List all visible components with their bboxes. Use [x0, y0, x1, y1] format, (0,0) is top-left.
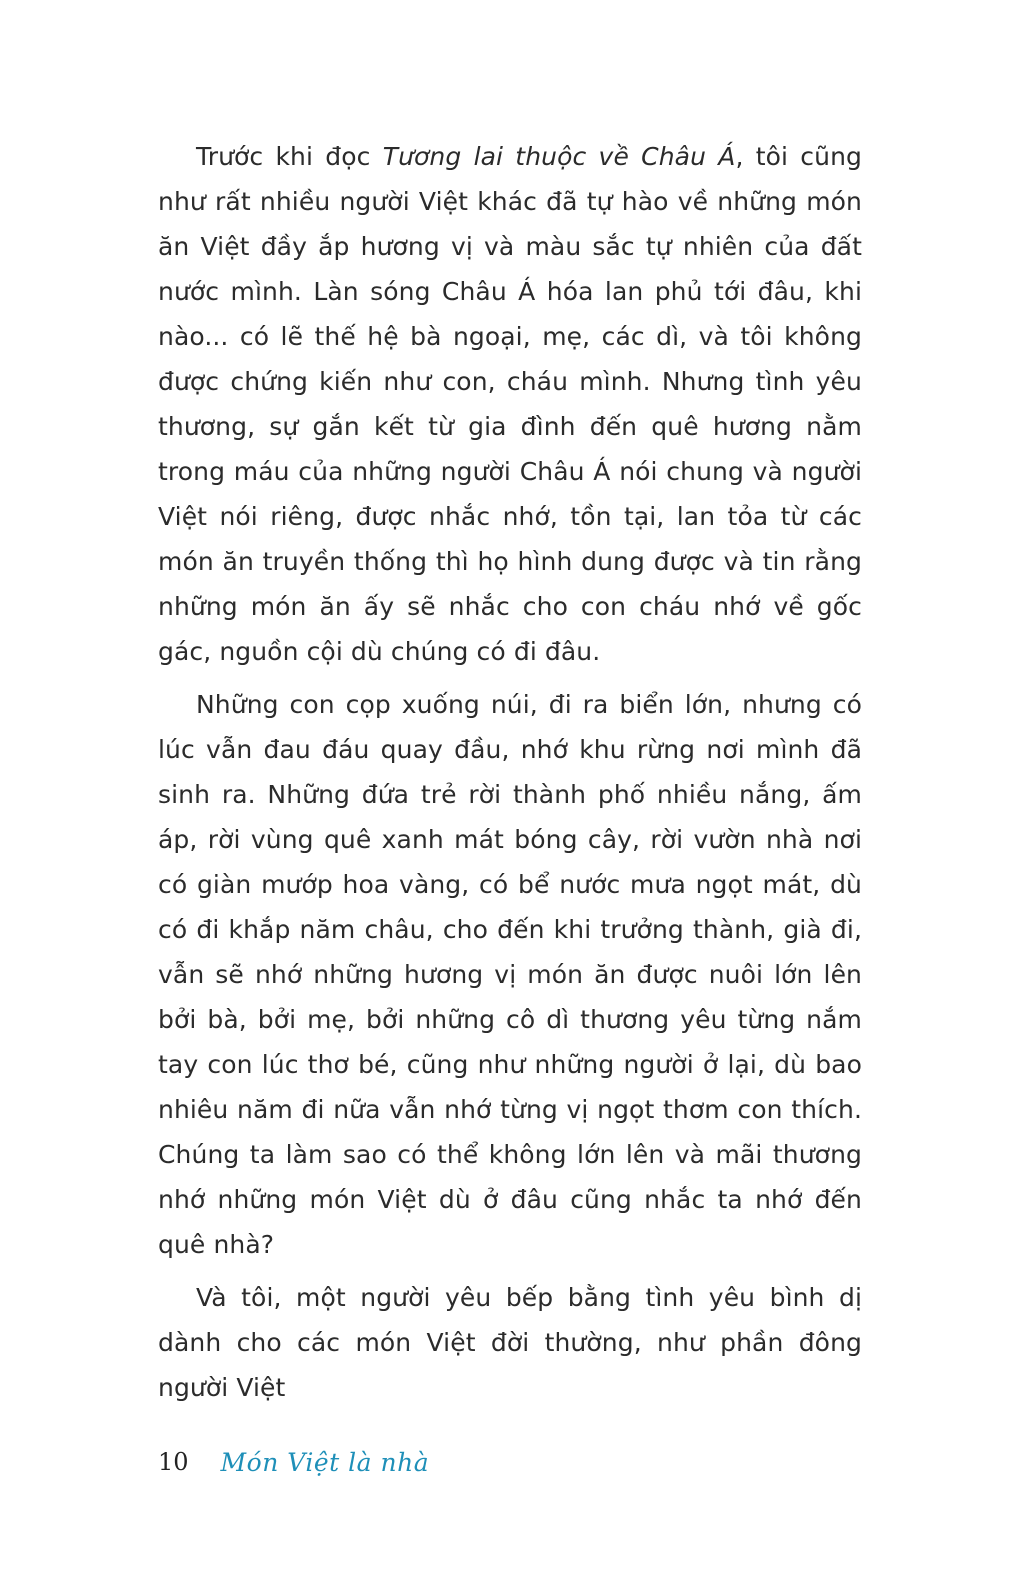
book-title-reference: Tương lai thuộc về Châu Á: [382, 142, 736, 171]
paragraph-3: Và tôi, một người yêu bếp bằng tình yêu bình dị dành cho các món Việt đời thường, như phần đông người Việt: [158, 1283, 862, 1402]
paragraph-2: Những con cọp xuống núi, đi ra biển lớn, nhưng có lúc vẫn đau đáu quay đầu, nhớ khu rừng nơi mình đã sinh ra. Những đứa trẻ rời thành phố nhiều nắng, ấm áp, rời vùng quê xanh mát bóng cây, rời vườn nhà nơi có giàn mướp hoa vàng, có bể nước mưa ngọt mát, dù có đi khắp năm châu, cho đến khi trưởng thành, già đi, vẫn sẽ nhớ những hương vị món ăn được nuôi lớn lên bởi bà, bởi mẹ, bởi những cô dì thương yêu từng nắm tay con lúc thơ bé, cũng như những người ở lại, dù bao nhiêu năm đi nữa vẫn nhớ từng vị ngọt thơm con thích. Chúng ta làm sao có thể không lớn lên và mãi thương nhớ những món Việt dù ở đâu cũng nhắc ta nhớ đến quê nhà?: [158, 690, 862, 1259]
paragraph-1: [158, 134, 862, 674]
page-footer: [158, 1442, 429, 1482]
page-number: 10: [158, 1448, 189, 1476]
paragraph-1-lead: Trước khi đọc: [196, 142, 383, 171]
running-title: Món Việt là nhà: [220, 1447, 430, 1477]
paragraph-1-rest: , tôi cũng như rất nhiều người Việt khác đã tự hào về những món ăn Việt đầy ắp hương vị và màu sắc tự nhiên của đất nước mình. Làn sóng Châu Á hóa lan phủ tới đâu, khi nào... có lẽ thế hệ bà ngoại, mẹ, các dì, và tôi không được chứng kiến như con, cháu mình. Nhưng tình yêu thương, sự gắn kết từ gia đình đến quê hương nằm trong máu của những người Châu Á nói chung và người Việt nói riêng, được nhắc nhớ, tồn tại, lan tỏa từ các món ăn truyền thống thì họ hình dung được và tin rằng những món ăn ấy sẽ nhắc cho con cháu nhớ về gốc gác, nguồn cội dù chúng có đi đâu.: [158, 142, 862, 666]
body-text: [158, 134, 862, 1418]
